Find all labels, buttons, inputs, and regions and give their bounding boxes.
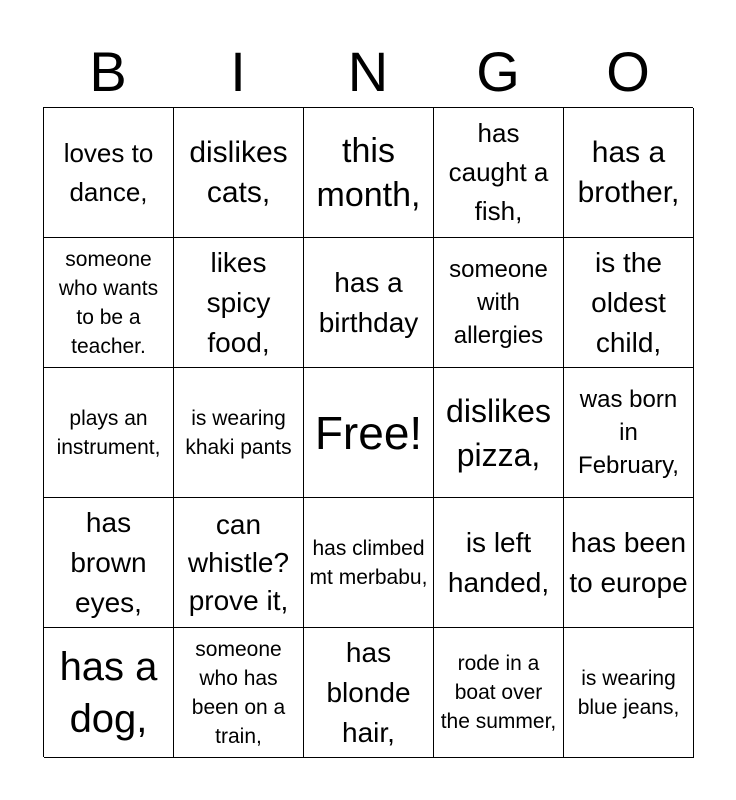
bingo-cell[interactable]: is left handed, <box>434 498 564 628</box>
bingo-cell[interactable]: was born in February, <box>564 368 694 498</box>
bingo-cell[interactable]: dislikes cats, <box>174 108 304 238</box>
bingo-cell[interactable]: has caught a fish, <box>434 108 564 238</box>
bingo-cell[interactable]: is the oldest child, <box>564 238 694 368</box>
bingo-cell[interactable]: has been to europe <box>564 498 694 628</box>
bingo-cell[interactable]: someone who has been on a train, <box>174 628 304 758</box>
bingo-cell[interactable]: has a brother, <box>564 108 694 238</box>
bingo-cell[interactable]: loves to dance, <box>44 108 174 238</box>
header-letter-o: O <box>606 40 650 103</box>
header-letter-i: I <box>230 40 246 103</box>
bingo-header <box>43 36 693 108</box>
bingo-cell[interactable]: is wearing blue jeans, <box>564 628 694 758</box>
bingo-cell[interactable]: has a dog, <box>44 628 174 758</box>
bingo-cell[interactable]: this month, <box>304 108 434 238</box>
header-letter-n: N <box>347 40 389 103</box>
bingo-board <box>43 107 693 757</box>
bingo-cell[interactable]: dislikes pizza, <box>434 368 564 498</box>
bingo-cell[interactable]: rode in a boat over the summer, <box>434 628 564 758</box>
bingo-cell[interactable]: is wearing khaki pants <box>174 368 304 498</box>
bingo-cell[interactable]: someone with allergies <box>434 238 564 368</box>
bingo-cell[interactable]: likes spicy food, <box>174 238 304 368</box>
bingo-cell[interactable]: plays an instrument, <box>44 368 174 498</box>
header-letter-b: B <box>89 40 127 103</box>
bingo-cell[interactable]: has climbed mt merbabu, <box>304 498 434 628</box>
free-space[interactable]: Free! <box>304 368 434 498</box>
bingo-cell[interactable]: can whistle? prove it, <box>174 498 304 628</box>
bingo-cell[interactable]: has brown eyes, <box>44 498 174 628</box>
header-letter-g: G <box>476 40 520 103</box>
bingo-cell[interactable]: someone who wants to be a teacher. <box>44 238 174 368</box>
bingo-cell[interactable]: has blonde hair, <box>304 628 434 758</box>
bingo-cell[interactable]: has a birthday <box>304 238 434 368</box>
